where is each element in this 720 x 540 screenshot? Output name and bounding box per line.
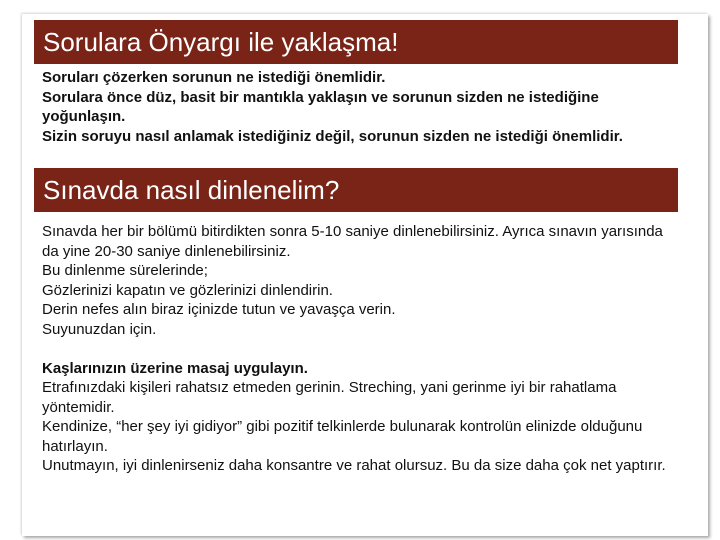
section2-line: Unutmayın, iyi dinlenirseniz daha konsantre ve rahat olursuz. Bu da size daha çok net yaptırır.	[42, 457, 666, 474]
section1-title: Sorulara Önyargı ile yaklaşma!	[34, 20, 678, 64]
section1-line: Soruları çözerken sorunun ne istediği önemlidir.	[42, 69, 386, 86]
section2-title: Sınavda nasıl dinlenelim?	[34, 168, 678, 212]
section2-line: Kendinize, “her şey iyi gidiyor” gibi pozitif telkinlerde bulunarak kontrolün elinizde olduğunu hatırlayın.	[42, 418, 643, 455]
section2-line: Gözlerinizi kapatın ve gözlerinizi dinlendirin.	[42, 281, 333, 299]
spacer	[42, 339, 672, 359]
section1-body	[42, 68, 662, 173]
section2-line: Suyunuzdan için.	[42, 320, 157, 338]
section1-line: Sorulara önce düz, basit bir mantıkla yaklaşın ve sorunun sizden ne istediğine yoğunlaşın.	[42, 88, 599, 125]
section2-line: Bu dinlenme sürelerinde;	[42, 262, 208, 279]
section2-line: Kaşlarınızın üzerine masaj uygulayın.	[42, 359, 308, 377]
section2-line: Sınavda her bir bölümü bitirdikten sonra 5-10 saniye dinlenebilirsiniz. Ayrıca sınavın yarısında da yine 20-30 saniye dinlenebilirsiniz.	[42, 223, 663, 260]
section1-line: Sizin soruyu nasıl anlamak istediğiniz değil, sorunun sizden ne istediği önemlidir.	[42, 127, 623, 145]
section2-body	[42, 222, 672, 476]
slide	[22, 14, 708, 536]
section2-line: Derin nefes alın biraz içinizde tutun ve yavaşça verin.	[42, 301, 396, 318]
section2-line: Etrafınızdaki kişileri rahatsız etmeden gerinin. Streching, yani gerinme iyi bir rahatlama yöntemidir.	[42, 379, 617, 416]
